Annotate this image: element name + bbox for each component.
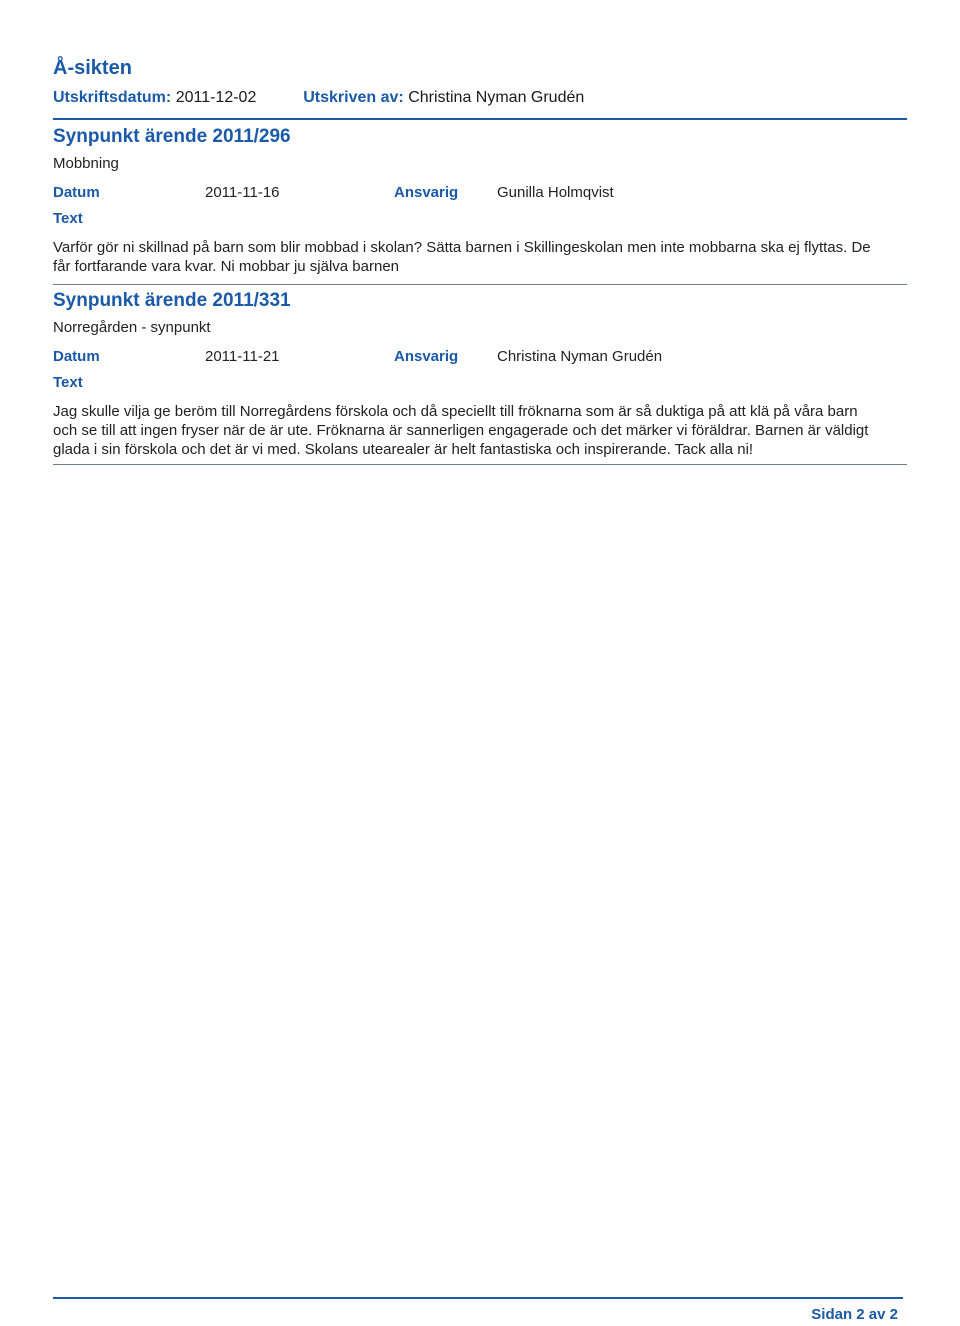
- case-date: 2011-11-16: [205, 184, 280, 201]
- text-label: Text: [53, 210, 83, 227]
- case-date: 2011-11-21: [205, 348, 280, 365]
- page-number: Sidan 2 av 2: [811, 1306, 898, 1323]
- case-responsible: Gunilla Holmqvist: [497, 184, 614, 201]
- case-item: [53, 288, 903, 459]
- case-text: Jag skulle vilja ge beröm till Norregårdens förskola och då speciellt till fröknarna som är så duktiga på att klä på våra barn och se till att ingen fryser när de är ute. Fröknarna är sannerligen engagerade och det märker vi föräldrar. Barnen är väldigt glada i sin förskola och det är vi med. Skolans utearealer är helt fantastiska och inspirerande. Tack alla ni!: [53, 403, 869, 458]
- date-label: Datum: [53, 348, 100, 365]
- date-label: Datum: [53, 184, 100, 201]
- case-text: Varför gör ni skillnad på barn som blir mobbad i skolan? Sätta barnen i Skillingeskolan men inte mobbarna ska ej flyttas. De får fortfarande vara kvar. Ni mobbar ju själva barnen: [53, 239, 871, 275]
- responsible-label: Ansvarig: [394, 184, 459, 201]
- page-title: Å-sikten: [53, 57, 132, 79]
- case-responsible: Christina Nyman Grudén: [497, 348, 663, 365]
- case-subject: Mobbning: [53, 155, 119, 172]
- case-meta-row: [53, 180, 903, 206]
- printed-by-label: Utskriven av:: [303, 89, 404, 106]
- responsible-label: Ansvarig: [394, 348, 459, 365]
- case-title: Synpunkt ärende 2011/296: [53, 126, 291, 147]
- case-item: [53, 124, 903, 276]
- footer-divider: [53, 1297, 903, 1299]
- print-date: 2011-12-02: [175, 89, 257, 106]
- case-divider: [53, 284, 907, 285]
- case-title: Synpunkt ärende 2011/331: [53, 290, 291, 311]
- header-divider: [53, 118, 907, 120]
- case-divider: [53, 464, 907, 465]
- printed-by: Christina Nyman Grudén: [408, 89, 585, 106]
- print-date-label: Utskriftsdatum:: [53, 89, 172, 106]
- case-meta-row: [53, 344, 903, 370]
- text-label: Text: [53, 374, 83, 391]
- print-meta: [53, 89, 584, 107]
- case-subject: Norregården - synpunkt: [53, 319, 211, 336]
